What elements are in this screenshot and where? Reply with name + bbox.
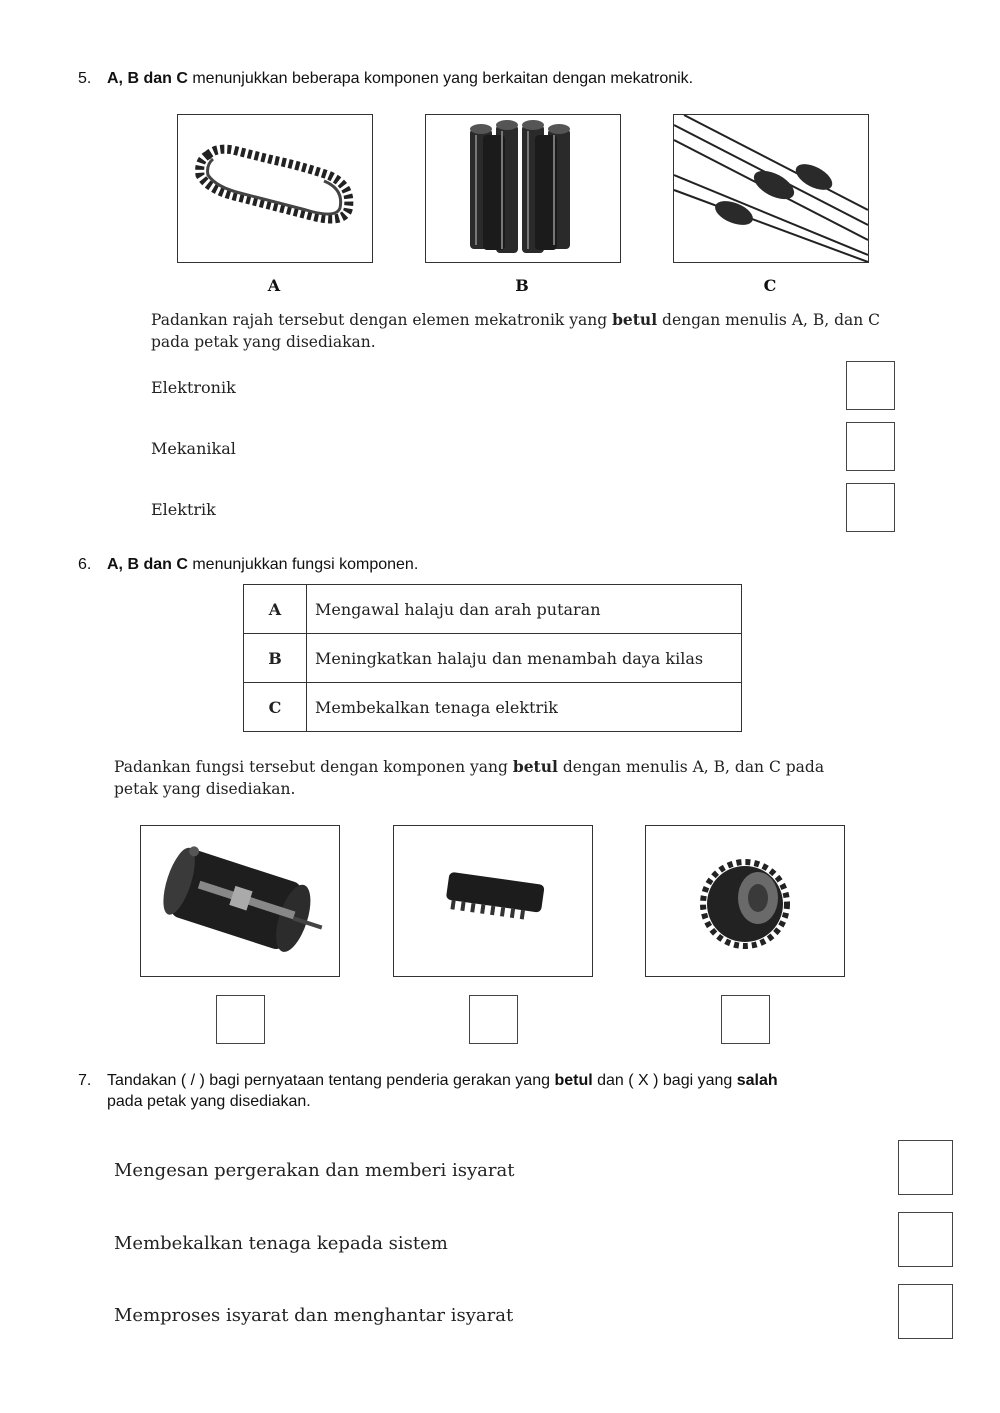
q5-answer-box-elektrik[interactable] — [846, 483, 895, 532]
q6-instruction-line2: petak yang disediakan. — [114, 780, 296, 798]
gear-image — [645, 825, 845, 977]
q6-instruction-bold: betul — [512, 757, 558, 776]
q7-heading-mid: dan ( X ) bagi yang — [592, 1072, 737, 1089]
q7-answer-box-2[interactable] — [898, 1212, 953, 1267]
table-key: C — [244, 683, 307, 732]
function-table — [243, 584, 742, 732]
q6-instruction-pre: Padankan fungsi tersebut dengan komponen yang — [114, 758, 513, 776]
q7-heading-pre: Tandakan ( / ) bagi pernyataan tentang penderia gerakan yang — [107, 1072, 555, 1089]
q6-answer-box-gear[interactable] — [721, 995, 770, 1044]
q7-heading-bold2: salah — [736, 1072, 778, 1089]
q5-item-mekanikal: Mekanikal — [151, 439, 236, 458]
q7-answer-box-3[interactable] — [898, 1284, 953, 1339]
q5-instruction-bold: betul — [612, 310, 658, 329]
table-row — [244, 683, 742, 732]
table-value: Mengawal halaju dan arah putaran — [307, 585, 742, 634]
q6-answer-box-motor[interactable] — [216, 995, 265, 1044]
q5-answer-box-mekanikal[interactable] — [846, 422, 895, 471]
q5-heading-bold: A, B dan C — [107, 70, 188, 87]
resistors-image — [673, 114, 869, 263]
q5-item-elektrik: Elektrik — [151, 500, 216, 519]
chain-image — [177, 114, 373, 263]
q5-instruction-line2: pada petak yang disediakan. — [151, 333, 376, 351]
q7-statement-2: Membekalkan tenaga kepada sistem — [114, 1233, 448, 1254]
batteries-image — [425, 114, 621, 263]
table-row — [244, 585, 742, 634]
q6-instruction-post: dengan menulis A, B, dan C pada — [557, 758, 825, 776]
q7-heading-line2: pada petak yang disediakan. — [107, 1093, 311, 1110]
table-value: Meningkatkan halaju dan menambah daya kilas — [307, 634, 742, 683]
q7-answer-box-1[interactable] — [898, 1140, 953, 1195]
q6-heading-bold: A, B dan C — [107, 556, 188, 573]
q5-heading — [107, 70, 693, 88]
q6-instruction — [114, 757, 824, 776]
ic-chip-image — [393, 825, 593, 977]
q5-instruction-pre: Padankan rajah tersebut dengan elemen mekatronik yang — [151, 311, 613, 329]
q6-number: 6. — [78, 556, 92, 573]
q5-instruction-post: dengan menulis A, B, dan C — [657, 311, 881, 329]
q7-number: 7. — [78, 1072, 92, 1089]
q7-heading — [107, 1072, 778, 1090]
table-row — [244, 634, 742, 683]
image-label-c: C — [763, 276, 777, 295]
table-key: A — [244, 585, 307, 634]
motor-image — [140, 825, 340, 977]
q5-item-elektronik: Elektronik — [151, 378, 236, 397]
q6-answer-box-ic-chip[interactable] — [469, 995, 518, 1044]
q7-statement-1: Mengesan pergerakan dan memberi isyarat — [114, 1160, 515, 1181]
image-label-b: B — [515, 276, 529, 295]
q6-heading — [107, 556, 418, 574]
table-key: B — [244, 634, 307, 683]
q5-heading-text: menunjukkan beberapa komponen yang berkaitan dengan mekatronik. — [187, 70, 694, 87]
q7-heading-bold1: betul — [554, 1072, 593, 1089]
q5-instruction — [151, 310, 880, 329]
image-label-a: A — [267, 276, 281, 295]
q7-statement-3: Memproses isyarat dan menghantar isyarat — [114, 1305, 514, 1326]
q5-number: 5. — [78, 70, 92, 87]
q6-heading-text: menunjukkan fungsi komponen. — [187, 556, 419, 573]
table-value: Membekalkan tenaga elektrik — [307, 683, 742, 732]
q5-answer-box-elektronik[interactable] — [846, 361, 895, 410]
